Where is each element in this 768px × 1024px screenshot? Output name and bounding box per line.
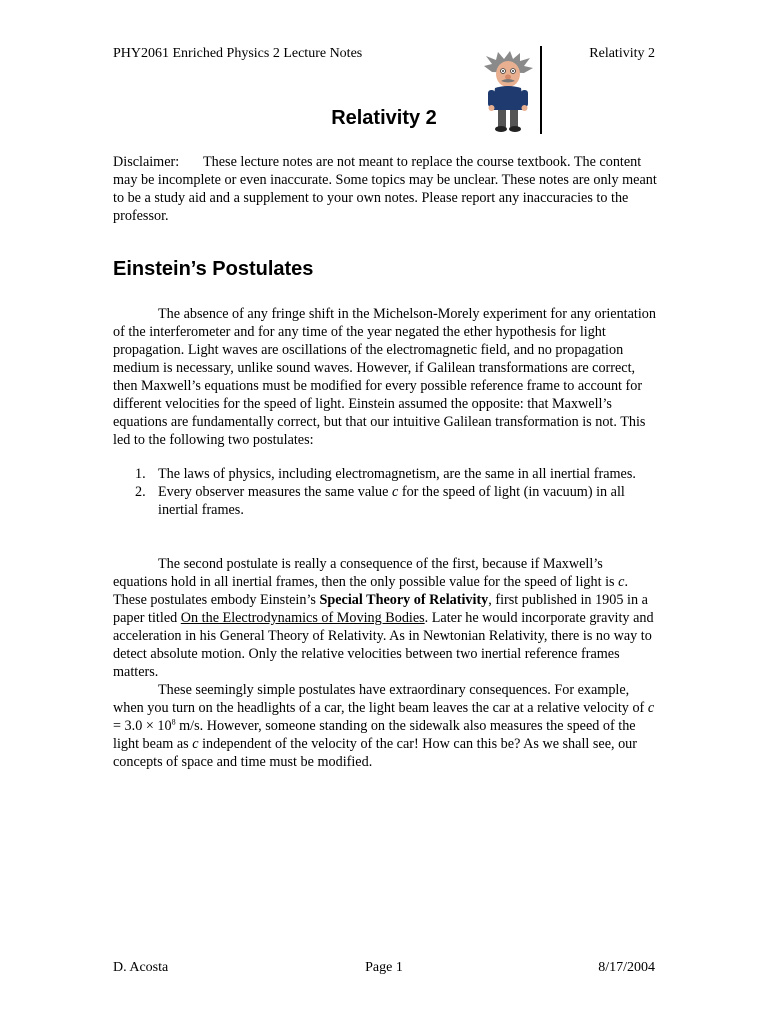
disclaimer: [113, 153, 658, 225]
exponent: 8: [171, 717, 176, 727]
variable-c: c: [618, 574, 625, 590]
section-heading: Einstein’s Postulates: [113, 258, 314, 280]
list-item-text: for the speed of light (in vacuum) in all inertial frames.: [158, 484, 625, 518]
paragraph-2-text: The second postulate is really a consequence of the first, because if Maxwell’s equations hold in all inertial frames, then the only possible value for the speed of light is: [113, 556, 619, 590]
paragraph-2-text: . These postulates embody Einstein’s: [113, 574, 628, 608]
list-item-number: 1.: [135, 466, 146, 482]
paragraph-2: [113, 555, 658, 771]
paragraph-3-text: These seemingly simple postulates have extraordinary consequences. For example, when you turn on the headlights of a car, the light beam leaves the car at a relative velocity of: [113, 682, 648, 716]
list-item-text: Every observer measures the same value: [158, 484, 392, 500]
footer-page-number: Page 1: [365, 960, 403, 975]
header-section: Relativity 2: [589, 46, 655, 61]
variable-c: c: [647, 700, 655, 716]
paragraph-2-text: , first published in 1905 in a paper titled: [113, 592, 648, 626]
paragraph-3-text: independent of the velocity of the car! How can this be? As we shall see, our concepts of space and time must be modified.: [113, 736, 638, 770]
special-relativity-term: Special Theory of Relativity: [319, 592, 489, 608]
list-item: [113, 483, 658, 519]
variable-c: c: [192, 736, 199, 752]
list-item-text: The laws of physics, including electromagnetism, are the same in all inertial frames.: [158, 466, 636, 482]
variable-c: c: [392, 484, 399, 500]
paragraph-3-text: m/s. However, someone standing on the sidewalk also measures the speed of the light beam as: [113, 718, 636, 752]
list-item: [113, 465, 658, 483]
page-title: Relativity 2: [331, 107, 437, 129]
paragraph-1: [113, 305, 658, 449]
paragraph-1-text: The absence of any fringe shift in the Michelson-Morely experiment for any orientation of the interferometer and for any time of the year negated the ether hypothesis for light propagation. Light waves are oscillations of the electromagnetic field, and no propagation medium is necessary, unlike sound waves. However, if Galilean transformations are correct, then Maxwell’s equations must be modified for every possible reference frame to account for different velocities for the speed of light. Einstein assumed the opposite: that Maxwell’s equations are fundamentally correct, but that our intuitive Galilean transformation is not. This led to the following two postulates:: [113, 306, 656, 448]
paragraph-2-text: . Later he would incorporate gravity and acceleration in his General Theory of Relativity. As in Newtonian Relativity, there is no way to detect absolute motion. Only the relative velocities between two inertial reference frames matters.: [113, 610, 654, 680]
list-item-number: 2.: [135, 484, 146, 500]
speed-of-light-equation: = 3.0 × 10: [113, 718, 172, 734]
postulates-list: [113, 465, 658, 519]
footer-date: 8/17/2004: [598, 960, 655, 975]
footer-author: D. Acosta: [113, 960, 169, 975]
disclaimer-label: Disclaimer:: [113, 154, 180, 170]
paper-title: On the Electrodynamics of Moving Bodies: [180, 610, 425, 626]
disclaimer-text: These lecture notes are not meant to replace the course textbook. The content may be incomplete or even inaccurate. Some topics may be unclear. These notes are only meant to be a study aid and a supplement to your own notes. Please report any inaccuracies to the professor.: [113, 154, 657, 224]
header-course: PHY2061 Enriched Physics 2 Lecture Notes: [113, 46, 363, 61]
